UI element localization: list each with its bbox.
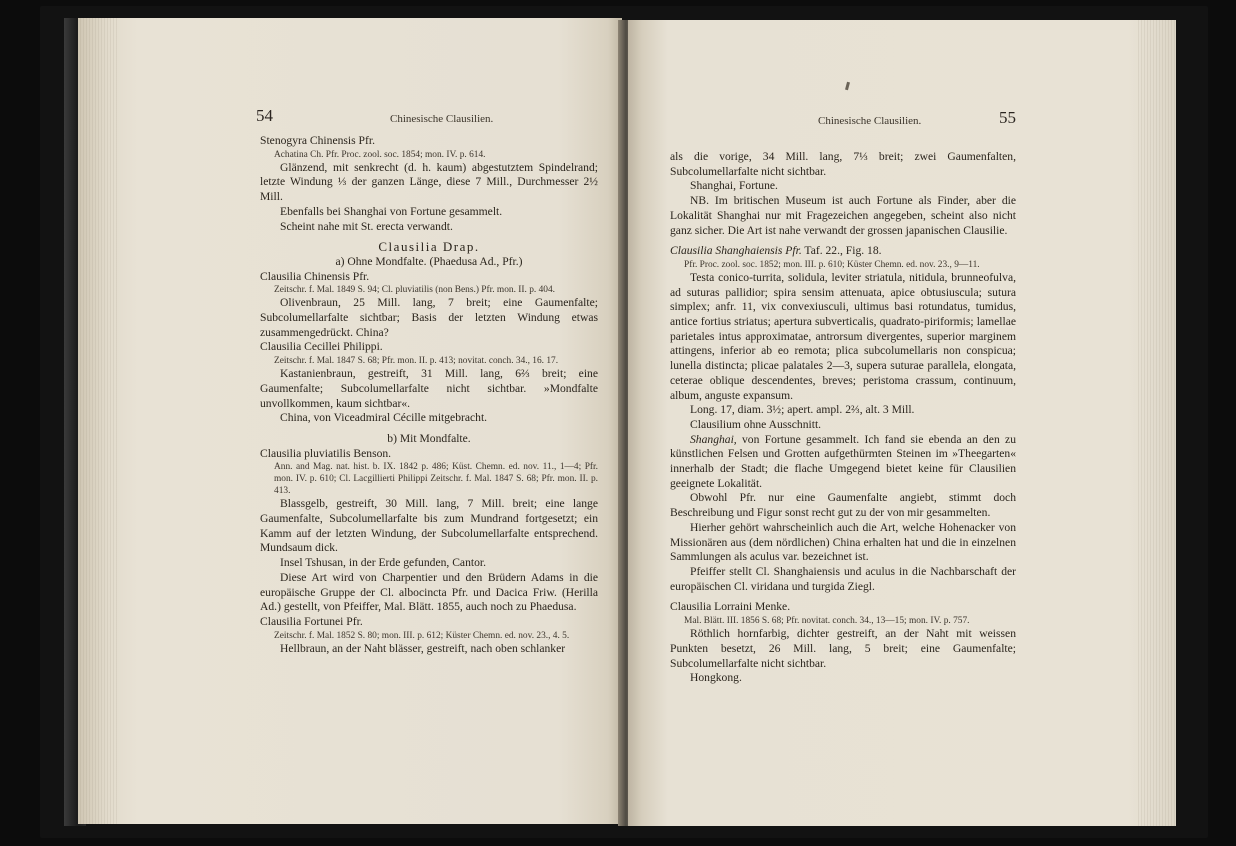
species-heading: Clausilia Fortunei Pfr. <box>260 614 363 628</box>
species-heading: Stenogyra Chinensis Pfr. <box>260 134 375 147</box>
paragraph <box>670 433 1016 492</box>
page-edges <box>1136 20 1176 826</box>
paragraph: Olivenbraun, 25 Mill. lang, 7 breit; eine Gaumenfalte; Subcolumellarfalte sichtbar; Basis der letzten Windung etwas zusammengedrückt. China? <box>260 296 598 339</box>
running-head-left: Chinesische Clausilien. <box>390 113 494 125</box>
citation: Zeitschr. f. Mal. 1847 S. 68; Pfr. mon. II. p. 413; novitat. conch. 34., 16. 17. <box>274 356 559 367</box>
paragraph: Clausilium ohne Ausschnitt. <box>690 417 822 431</box>
paragraph: China, von Viceadmiral Cécille mitgebracht. <box>280 411 488 425</box>
species-heading <box>670 244 1016 259</box>
paragraph: Shanghai, Fortune. <box>690 179 778 193</box>
citation: Achatina Ch. Pfr. Proc. zool. soc. 1854; mon. IV. p. 614. <box>274 149 486 160</box>
paragraph: Glänzend, mit senkrecht (d. h. kaum) abgestutztem Spindelrand; letzte Windung ⅓ der ganzen Länge, diese 7 Mill., Durchmesser 2½ Mill. <box>260 160 598 204</box>
page-number-right: 55 <box>999 108 1016 127</box>
citation: Mal. Blätt. III. 1856 S. 68; Pfr. novitat. conch. 34., 13—15; mon. IV. p. 757. <box>684 616 970 627</box>
paragraph: Long. 17, diam. 3½; apert. ampl. 2⅔, alt. 3 Mill. <box>690 403 915 417</box>
citation: Zeitschr. f. Mal. 1849 S. 94; Cl. pluviatilis (non Bens.) Pfr. mon. II. p. 404. <box>274 285 555 296</box>
left-page <box>78 18 622 824</box>
paragraph: Testa conico-turrita, solidula, leviter striatula, nitidula, brunneofulva, ad suturas pallidior; spira sensim attenuata, apice obtusiuscula; sutura simplex; anfr. 11, vix convexiusculi, ultimus basi rotundatus, tumidus, antice fortius striatus; apertura subverticalis, quadrato-piriformis; lamellae parietales intus approximatae, antrorsum divergentes, superior marginem attingens, inferior ab eo remota; plica subcolumellaris non conspicua; lunella distincta; plicae palatales 2—3, supera suturae parallela, elongata, ceterae oblique descendentes, breves; peristoma crassum, continuum, album, anguste expansum. <box>670 270 1016 402</box>
species-heading: Clausilia Lorraini Menke. <box>670 600 791 614</box>
citation: Ann. and Mag. nat. hist. b. IX. 1842 p. 486; Küst. Chemn. ed. nov. 11., 1—4; Pfr. mon. IV. p. 610; Cl. Lacgillierti Philippi Zeitschr. f. Mal. 1847 S. 68; Pfr. mon. II. p. 413. <box>274 462 598 497</box>
species-heading: Clausilia Chinensis Pfr. <box>260 269 370 283</box>
paragraph: Scheint nahe mit St. erecta verwandt. <box>280 219 453 233</box>
right-page <box>628 20 1176 826</box>
species-heading: Clausilia Cecillei Philippi. <box>260 340 383 354</box>
pencil-mark <box>845 82 850 91</box>
paragraph: Pfeiffer stellt Cl. Shanghaiensis und aculus in die Nachbarschaft der europäischen Cl. viridana und turgida Ziegl. <box>670 564 1016 593</box>
page-edges <box>78 18 118 824</box>
species-heading: Clausilia pluviatilis Benson. <box>260 446 392 460</box>
section-subheading: a) Ohne Mondfalte. (Phaedusa Ad., Pfr.) <box>335 254 523 268</box>
text-continuation: von Fortune gesammelt. Ich fand sie ebenda an den zu künstlichen Felsen und Grotten aufgethürmten Steinen im »Theegarten« innerhalb der Stadt; die flache Umgegend bietet keine für Clausilien geeignete Lokalität. <box>670 432 1016 490</box>
text-continuation: Taf. 22., Fig. 18. <box>801 244 882 258</box>
italic-text: Clausilia Shanghaiensis Pfr. <box>670 244 802 258</box>
paragraph: Hellbraun, an der Naht blässer, gestreift, nach oben schlanker <box>280 641 566 655</box>
citation: Pfr. Proc. zool. soc. 1852; mon. III. p. 610; Küster Chemn. ed. nov. 23., 9—11. <box>684 259 980 270</box>
paragraph: Hongkong. <box>690 671 742 685</box>
paragraph: Diese Art wird von Charpentier und den Brüdern Adams in die europäische Gruppe der Cl. albocincta Pfr. und Dacica Friw. (Herilla Ad.) gestellt, von Pfeiffer, Mal. Blätt. 1855, auch noch zu Phaedusa. <box>260 570 598 614</box>
paragraph: als die vorige, 34 Mill. lang, 7⅓ breit; zwei Gaumenfalten, Subcolumellarfalte nicht sichtbar. <box>670 150 1016 178</box>
section-subheading: b) Mit Mondfalte. <box>387 431 471 445</box>
italic-text: Shanghai, <box>690 432 737 446</box>
running-head-right: Chinesische Clausilien. <box>818 115 922 127</box>
citation: Zeitschr. f. Mal. 1852 S. 80; mon. III. p. 612; Küster Chemn. ed. nov. 23., 4. 5. <box>274 630 570 641</box>
paragraph: Röthlich hornfarbig, dichter gestreift, an der Naht mit weissen Punkten besetzt, 26 Mill. lang, 5 breit; eine Gaumenfalte; Subcolumellarfalte nicht sichtbar. <box>670 627 1016 670</box>
paragraph: Hierher gehört wahrscheinlich auch die Art, welche Hohenacker von Missionären aus (dem nördlichen) China erhalten hat und die in einzelnen Sammlungen als aculus var. bezeichnet ist. <box>670 520 1016 564</box>
genus-heading: Clausilia Drap. <box>378 239 480 255</box>
paragraph: Insel Tshusan, in der Erde gefunden, Cantor. <box>280 556 487 570</box>
paragraph: Kastanienbraun, gestreift, 31 Mill. lang, 6⅔ breit; eine Gaumenfalte; Subcolumellarfalte nicht sichtbar. »Mondfalte unvollkommen, kaum sichtbar«. <box>260 367 598 410</box>
right-page-body <box>670 150 1016 686</box>
paragraph: Ebenfalls bei Shanghai von Fortune gesammelt. <box>280 204 503 218</box>
paragraph: Obwohl Pfr. nur eine Gaumenfalte angiebt, stimmt doch Beschreibung und Figur sonst recht gut zu der von mir gesammelten. <box>670 491 1016 520</box>
paragraph: Blassgelb, gestreift, 30 Mill. lang, 7 Mill. breit; eine lange Gaumenfalte, Subcolumellarfalte bis zum Mundrand fortgesetzt; ein Kamm auf der letzten Windung, der Subcolumellarfalte entsprechend. Mundsaum dick. <box>260 497 598 555</box>
left-page-body <box>260 134 598 656</box>
page-number-left: 54 <box>256 106 273 125</box>
paragraph: NB. Im britischen Museum ist auch Fortune als Finder, aber die Lokalität Shanghai nur mit Fragezeichen angegeben, scheint also nicht ganz sicher. Die Art ist nahe verwandt der grossen japanischen Clausilie. <box>670 194 1016 237</box>
